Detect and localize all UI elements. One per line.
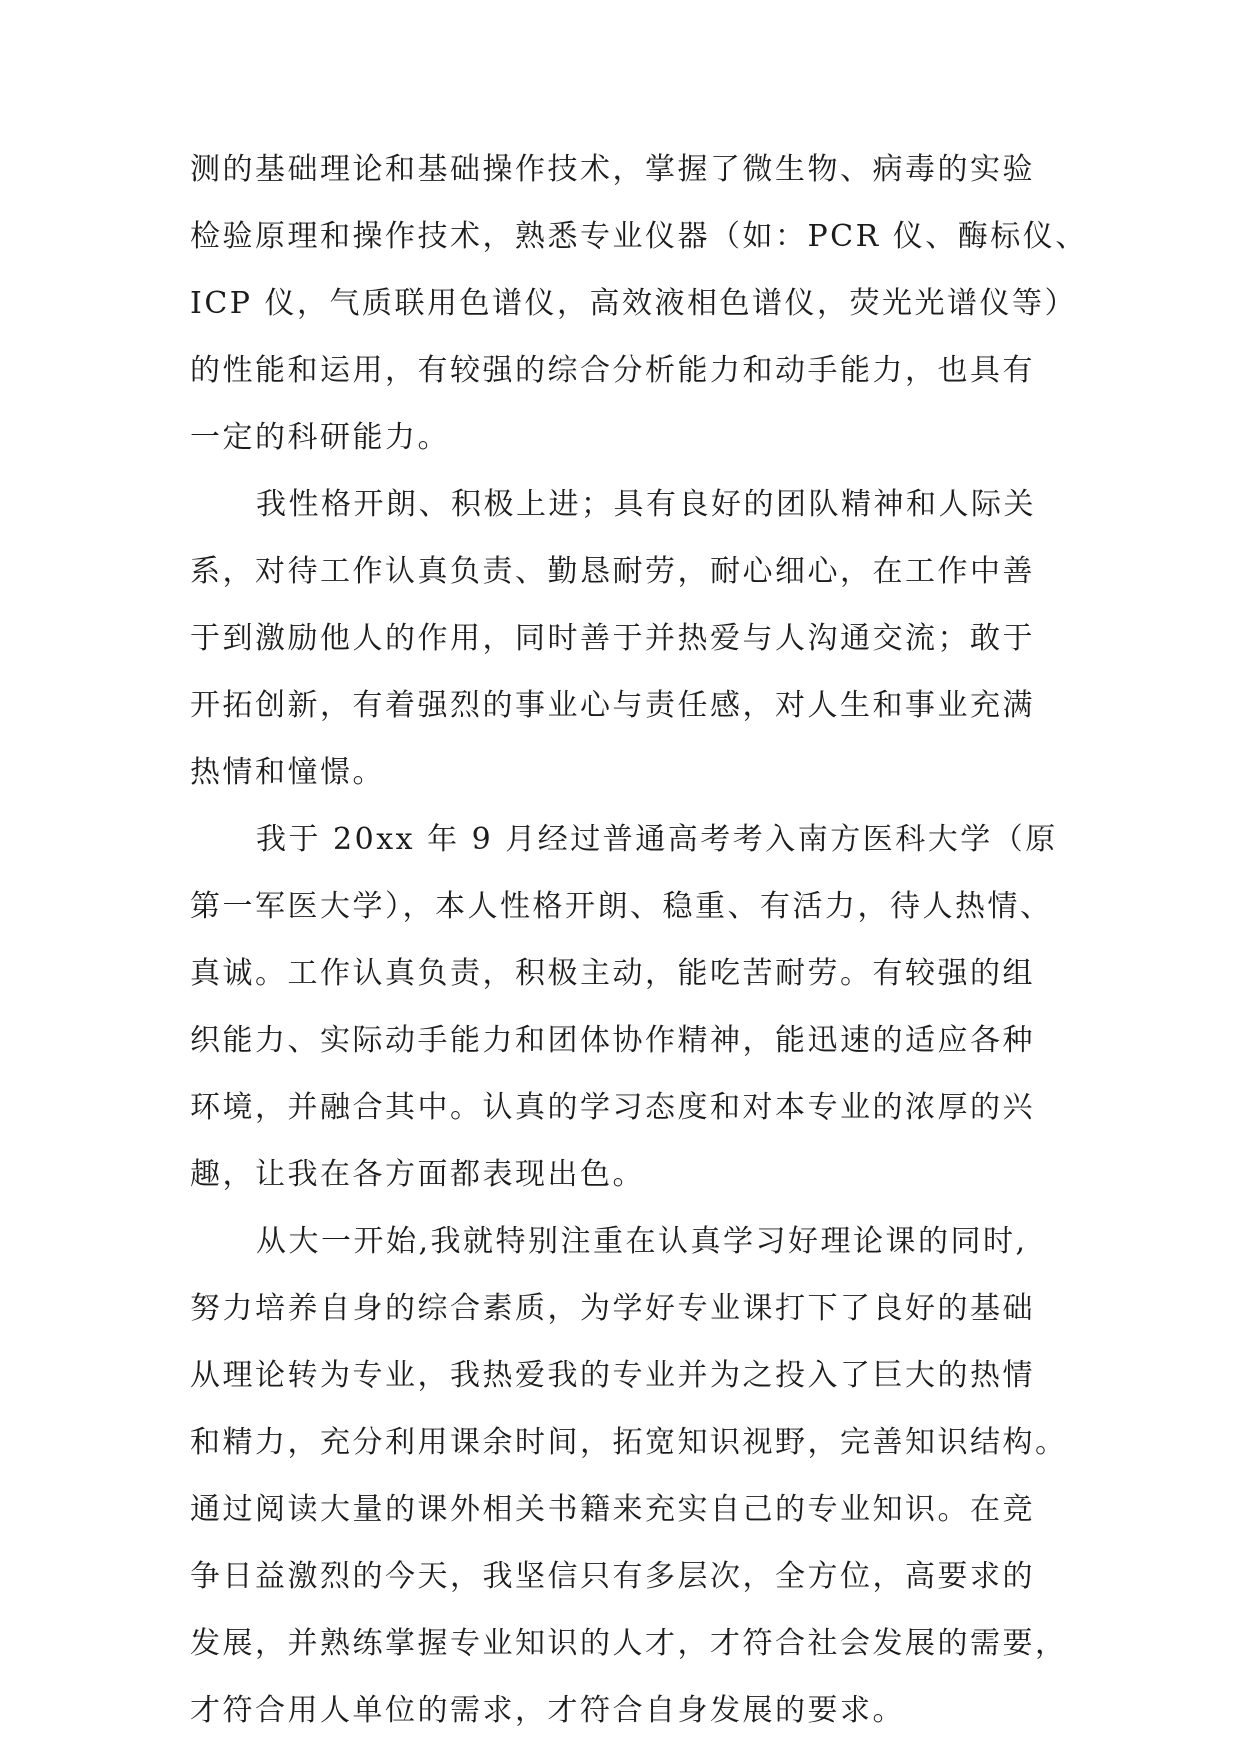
text-line: ICP 仪，气质联用色谱仪，高效液相色谱仪，荧光光谱仪等） [190, 286, 1078, 321]
text-line: 从理论转为专业，我热爱我的专业并为之投入了巨大的热情 [190, 1358, 1035, 1393]
text-line: 环境，并融合其中。认真的学习态度和对本专业的浓厚的兴 [190, 1090, 1035, 1125]
text-line: 开拓创新，有着强烈的事业心与责任感，对人生和事业充满 [190, 688, 1035, 723]
text-line: 趣，让我在各方面都表现出色。 [190, 1157, 645, 1192]
text-line: 才符合用人单位的需求，才符合自身发展的要求。 [190, 1693, 905, 1728]
text-line: 系，对待工作认真负责、勤恳耐劳，耐心细心，在工作中善 [190, 554, 1035, 589]
text-line: 第一军医大学），本人性格开朗、稳重、有活力，待人热情、 [190, 889, 1053, 924]
text-line: 和精力，充分利用课余时间，拓宽知识视野，完善知识结构。 [190, 1425, 1068, 1460]
text-line: 真诚。工作认真负责，积极主动，能吃苦耐劳。有较强的组 [190, 956, 1035, 991]
text-line: 织能力、实际动手能力和团体协作精神，能迅速的适应各种 [190, 1023, 1035, 1058]
text-line: 努力培养自身的综合素质，为学好专业课打下了良好的基础 [190, 1291, 1035, 1326]
text-line: 测的基础理论和基础操作技术，掌握了微生物、病毒的实验 [190, 152, 1035, 187]
paragraph-first-line: 从大一开始,我就特别注重在认真学习好理论课的同时, [256, 1224, 1028, 1259]
text-line: 发展，并熟练掌握专业知识的人才，才符合社会发展的需要， [190, 1626, 1068, 1661]
text-line: 一定的科研能力。 [190, 420, 450, 455]
text-line: 争日益激烈的今天，我坚信只有多层次，全方位，高要求的 [190, 1559, 1035, 1594]
text-line: 热情和憧憬。 [190, 755, 385, 790]
text-line: 检验原理和操作技术，熟悉专业仪器（如：PCR 仪、酶标仪、 [190, 219, 1088, 254]
paragraph-first-line: 我性格开朗、积极上进；具有良好的团队精神和人际关 [256, 487, 1036, 522]
text-line: 通过阅读大量的课外相关书籍来充实自己的专业知识。在竞 [190, 1492, 1035, 1527]
text-line: 的性能和运用，有较强的综合分析能力和动手能力，也具有 [190, 353, 1035, 388]
paragraph-first-line: 我于 20xx 年 9 月经过普通高考考入南方医科大学（原 [256, 822, 1058, 857]
text-line: 于到激励他人的作用，同时善于并热爱与人沟通交流；敢于 [190, 621, 1035, 656]
